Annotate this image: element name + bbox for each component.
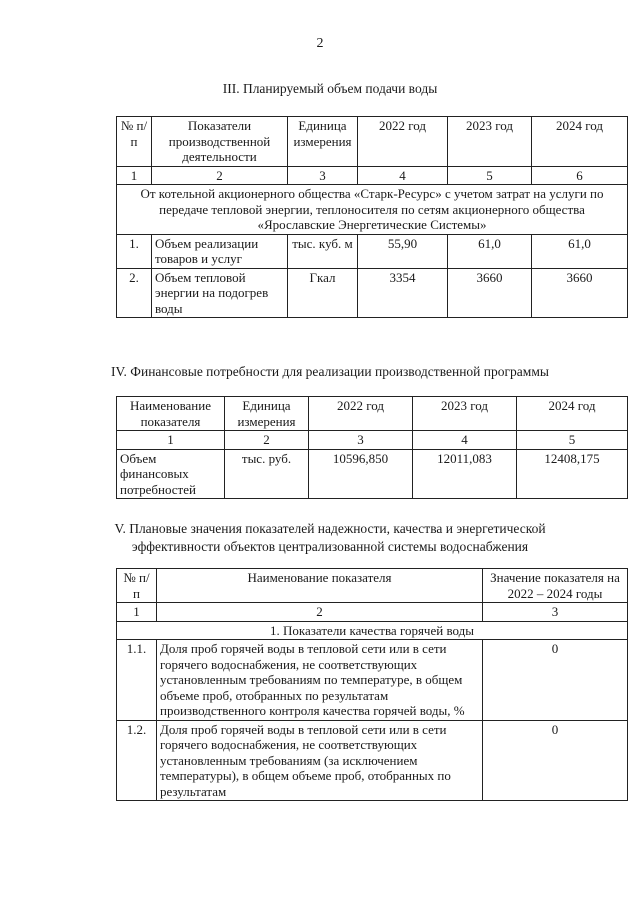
column-number: 3 <box>483 603 628 622</box>
row-number: 1.1. <box>117 640 157 721</box>
column-number: 1 <box>117 603 157 622</box>
header-cell: 2023 год <box>413 397 517 431</box>
column-number: 1 <box>117 431 225 450</box>
column-number-row <box>117 431 628 450</box>
indicator-value: 0 <box>483 720 628 801</box>
column-number: 3 <box>288 166 358 185</box>
indicator-name: Объем тепловой энергии на подогрев воды <box>152 268 288 318</box>
table-row <box>117 720 628 801</box>
header-cell: Значение показателя на 2022 – 2024 годы <box>483 569 628 603</box>
value-2023: 61,0 <box>448 234 532 268</box>
header-cell: 2024 год <box>532 117 628 167</box>
column-number: 6 <box>532 166 628 185</box>
page-number: 2 <box>316 36 324 51</box>
value-2022: 55,90 <box>358 234 448 268</box>
header-cell: Наименование показателя <box>157 569 483 603</box>
indicator-name: Объем финансовых потребностей <box>117 449 225 499</box>
header-cell: 2022 год <box>358 117 448 167</box>
section3-title: III. Планируемый объем подачи воды <box>222 81 438 96</box>
header-cell: Единица измерения <box>225 397 309 431</box>
indicator-name: Доля проб горячей воды в тепловой сети или в сети горячего водоснабжения, не соответствующих установленным требованиям по температуре, в общем объеме проб, отобранных по результатам производственного контроля качества горячей воды, % <box>157 640 483 721</box>
section5-title-line1: V. Плановые значения показателей надежности, качества и энергетической <box>114 521 546 536</box>
indicator-name: Доля проб горячей воды в тепловой сети или в сети горячего водоснабжения, не соответствующих установленным требованиям (за исключением температуры), в общем объеме проб, отобранных по результатам <box>157 720 483 801</box>
column-number: 2 <box>157 603 483 622</box>
column-number: 2 <box>225 431 309 450</box>
group-row-text: От котельной акционерного общества «Старк-Ресурс» с учетом затрат на услуги по передаче тепловой энергии, теплоносителя по сетям акционерного общества «Ярославские Энергетические Системы» <box>117 185 628 235</box>
header-cell: 2024 год <box>517 397 628 431</box>
value-2023: 12011,083 <box>413 449 517 499</box>
value-2024: 12408,175 <box>517 449 628 499</box>
column-number-row <box>117 166 628 185</box>
table-header-row <box>117 569 628 603</box>
table-row <box>117 640 628 721</box>
column-number-row <box>117 603 628 622</box>
financial-needs-table <box>116 396 628 499</box>
header-cell: 2023 год <box>448 117 532 167</box>
table-row <box>117 234 628 268</box>
column-number: 4 <box>358 166 448 185</box>
header-cell: 2022 год <box>309 397 413 431</box>
quality-indicators-table <box>116 568 628 801</box>
unit: Гкал <box>288 268 358 318</box>
table-row <box>117 268 628 318</box>
header-cell: № п/п <box>117 569 157 603</box>
group-row <box>117 185 628 235</box>
column-number: 2 <box>152 166 288 185</box>
column-number: 5 <box>448 166 532 185</box>
column-number: 5 <box>517 431 628 450</box>
group-row-text: 1. Показатели качества горячей воды <box>117 621 628 640</box>
row-number: 1.2. <box>117 720 157 801</box>
value-2023: 3660 <box>448 268 532 318</box>
section5-title <box>40 520 620 556</box>
header-cell: Показатели производственной деятельности <box>152 117 288 167</box>
unit: тыс. руб. <box>225 449 309 499</box>
indicator-value: 0 <box>483 640 628 721</box>
section5-title-line2: эффективности объектов централизованной системы водоснабжения <box>131 539 529 554</box>
column-number: 4 <box>413 431 517 450</box>
water-supply-table <box>116 116 628 318</box>
unit: тыс. куб. м <box>288 234 358 268</box>
group-row <box>117 621 628 640</box>
column-number: 3 <box>309 431 413 450</box>
section4-title: IV. Финансовые потребности для реализации производственной программы <box>111 364 549 379</box>
row-number: 1. <box>117 234 152 268</box>
header-cell: № п/п <box>117 117 152 167</box>
value-2024: 3660 <box>532 268 628 318</box>
value-2022: 10596,850 <box>309 449 413 499</box>
header-cell: Единица измерения <box>288 117 358 167</box>
column-number: 1 <box>117 166 152 185</box>
table-header-row <box>117 397 628 431</box>
indicator-name: Объем реализации товаров и услуг <box>152 234 288 268</box>
row-number: 2. <box>117 268 152 318</box>
table-row <box>117 449 628 499</box>
table-header-row <box>117 117 628 167</box>
value-2024: 61,0 <box>532 234 628 268</box>
header-cell: Наименование показателя <box>117 397 225 431</box>
value-2022: 3354 <box>358 268 448 318</box>
